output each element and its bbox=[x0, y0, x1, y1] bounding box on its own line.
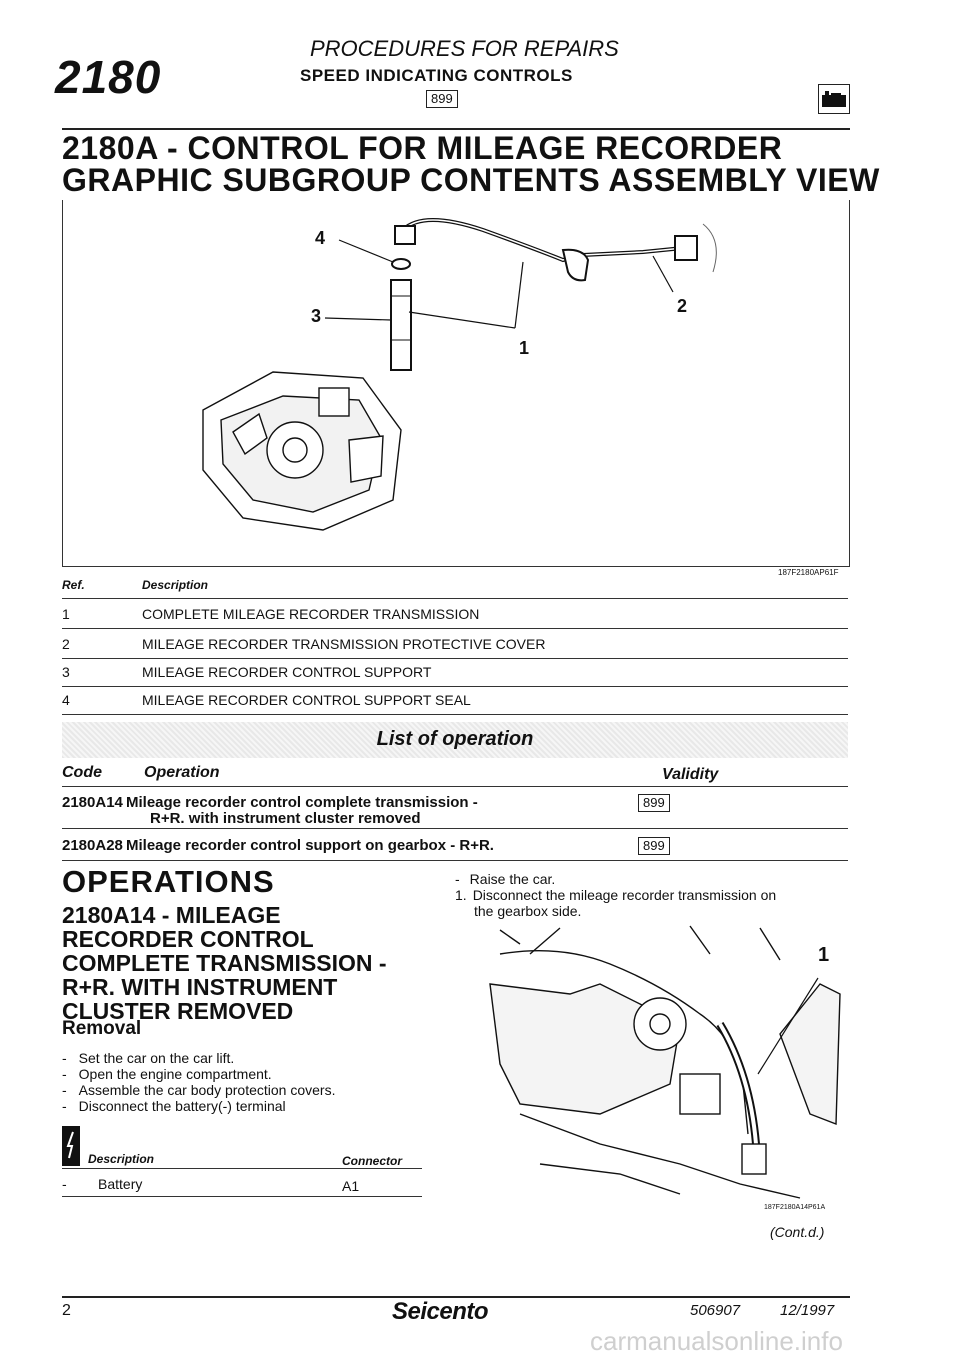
step-number: 1. bbox=[455, 887, 467, 903]
removal-step: Set the car on the car lift. bbox=[78, 1050, 235, 1066]
table-row bbox=[62, 790, 848, 829]
step-raise: Raise the car. bbox=[469, 871, 556, 887]
step1-line2: the gearbox side. bbox=[474, 903, 582, 919]
subsection-title: SPEED INDICATING CONTROLS bbox=[300, 66, 573, 85]
op-validity-badge: 899 bbox=[638, 794, 670, 812]
op-description-line1: Mileage recorder control complete transmission - bbox=[126, 794, 478, 811]
callout-2: 2 bbox=[677, 296, 688, 316]
brand-logo: Seicento bbox=[392, 1298, 489, 1325]
section-number: 2180 bbox=[55, 51, 162, 103]
header-connector: Connector bbox=[342, 1154, 402, 1168]
table-row bbox=[62, 600, 848, 629]
op-code: 2180A28 bbox=[62, 837, 123, 854]
list-of-operation-banner bbox=[62, 722, 848, 758]
connector-description: Battery bbox=[98, 1176, 143, 1192]
header-operation: Operation bbox=[144, 764, 220, 781]
list-item bbox=[455, 887, 776, 903]
connector-code: A1 bbox=[342, 1178, 360, 1194]
table-row: - Battery A1 bbox=[62, 1172, 422, 1197]
header-validity: Validity bbox=[662, 766, 719, 783]
list-item: - Open the engine compartment. bbox=[62, 1066, 272, 1082]
op-validity-badge: 899 bbox=[638, 837, 670, 855]
car-icon bbox=[818, 84, 850, 114]
connector-table-header bbox=[62, 1150, 422, 1169]
figure-ref-code: 187F2180A14P61A bbox=[764, 1204, 826, 1211]
callout-4: 4 bbox=[315, 228, 326, 248]
row-description: COMPLETE MILEAGE RECORDER TRANSMISSION bbox=[142, 606, 480, 622]
subheading-line: CLUSTER REMOVED bbox=[62, 998, 294, 1024]
removal-step: Open the engine compartment. bbox=[78, 1066, 272, 1082]
subheading-line: RECORDER CONTROL bbox=[62, 926, 314, 952]
row-description: MILEAGE RECORDER CONTROL SUPPORT bbox=[142, 664, 432, 680]
gearbox-side-figure bbox=[480, 924, 850, 1214]
row-description: MILEAGE RECORDER TRANSMISSION PROTECTIVE COVER bbox=[142, 636, 546, 652]
subheading-line: R+R. WITH INSTRUMENT bbox=[62, 974, 338, 1000]
page-title-line1: 2180A - CONTROL FOR MILEAGE RECORDER bbox=[62, 130, 783, 166]
list-item: - Set the car on the car lift. bbox=[62, 1050, 235, 1066]
op-description-line2: R+R. with instrument cluster removed bbox=[150, 810, 421, 827]
figure-ref-code: 187F2180AP61F bbox=[778, 568, 839, 577]
procedures-title: PROCEDURES FOR REPAIRS bbox=[310, 36, 619, 61]
page-number: 2 bbox=[62, 1302, 71, 1319]
table-row bbox=[62, 658, 848, 687]
continued-label: (Cont.d.) bbox=[770, 1224, 825, 1240]
subheading-line: 2180A14 - MILEAGE bbox=[62, 902, 281, 928]
table-row bbox=[62, 832, 848, 861]
callout-1: 1 bbox=[519, 338, 530, 358]
op-description-line1: Mileage recorder control support on gearbox - R+R. bbox=[126, 837, 494, 854]
callout-1: 1 bbox=[818, 944, 830, 966]
page-title bbox=[62, 132, 880, 196]
row-ref: 4 bbox=[62, 692, 70, 708]
header-description: Description bbox=[142, 578, 209, 592]
parts-table-header bbox=[62, 572, 848, 599]
doc-number: 506907 bbox=[690, 1302, 741, 1319]
row-ref: 2 bbox=[62, 636, 70, 652]
row-ref: 1 bbox=[62, 606, 70, 622]
header-description: Description bbox=[88, 1152, 155, 1166]
operations-heading: OPERATIONS bbox=[62, 864, 275, 899]
header-code: Code bbox=[62, 764, 102, 781]
removal-heading: Removal bbox=[62, 1018, 142, 1039]
gearbox-side-illustration bbox=[480, 924, 850, 1214]
header-ref: Ref. bbox=[62, 578, 85, 592]
step1-line1: Disconnect the mileage recorder transmission on bbox=[472, 887, 777, 903]
list-item: - Raise the car. bbox=[455, 871, 556, 887]
assembly-figure-frame bbox=[62, 200, 850, 567]
banner-title: List of operation bbox=[376, 728, 534, 750]
assembly-illustration bbox=[63, 200, 849, 566]
operations-table-header bbox=[62, 762, 848, 787]
op-code: 2180A14 bbox=[62, 794, 123, 811]
doc-date: 12/1997 bbox=[780, 1302, 835, 1319]
list-item: - Assemble the car body protection covers. bbox=[62, 1082, 336, 1098]
row-ref: 3 bbox=[62, 664, 70, 680]
operation-subheading bbox=[62, 903, 422, 1023]
watermark: carmanualsonline.info bbox=[590, 1326, 843, 1356]
removal-step: Assemble the car body protection covers. bbox=[78, 1082, 336, 1098]
subheading-line: COMPLETE TRANSMISSION - bbox=[62, 950, 387, 976]
table-row bbox=[62, 630, 848, 659]
list-item: - Disconnect the battery(-) terminal bbox=[62, 1098, 286, 1114]
model-code-badge: 899 bbox=[426, 90, 458, 108]
row-description: MILEAGE RECORDER CONTROL SUPPORT SEAL bbox=[142, 692, 471, 708]
page-title-line2: GRAPHIC SUBGROUP CONTENTS ASSEMBLY VIEW bbox=[62, 162, 880, 198]
callout-3: 3 bbox=[311, 306, 322, 326]
table-row bbox=[62, 686, 848, 715]
removal-step: Disconnect the battery(-) terminal bbox=[78, 1098, 286, 1114]
